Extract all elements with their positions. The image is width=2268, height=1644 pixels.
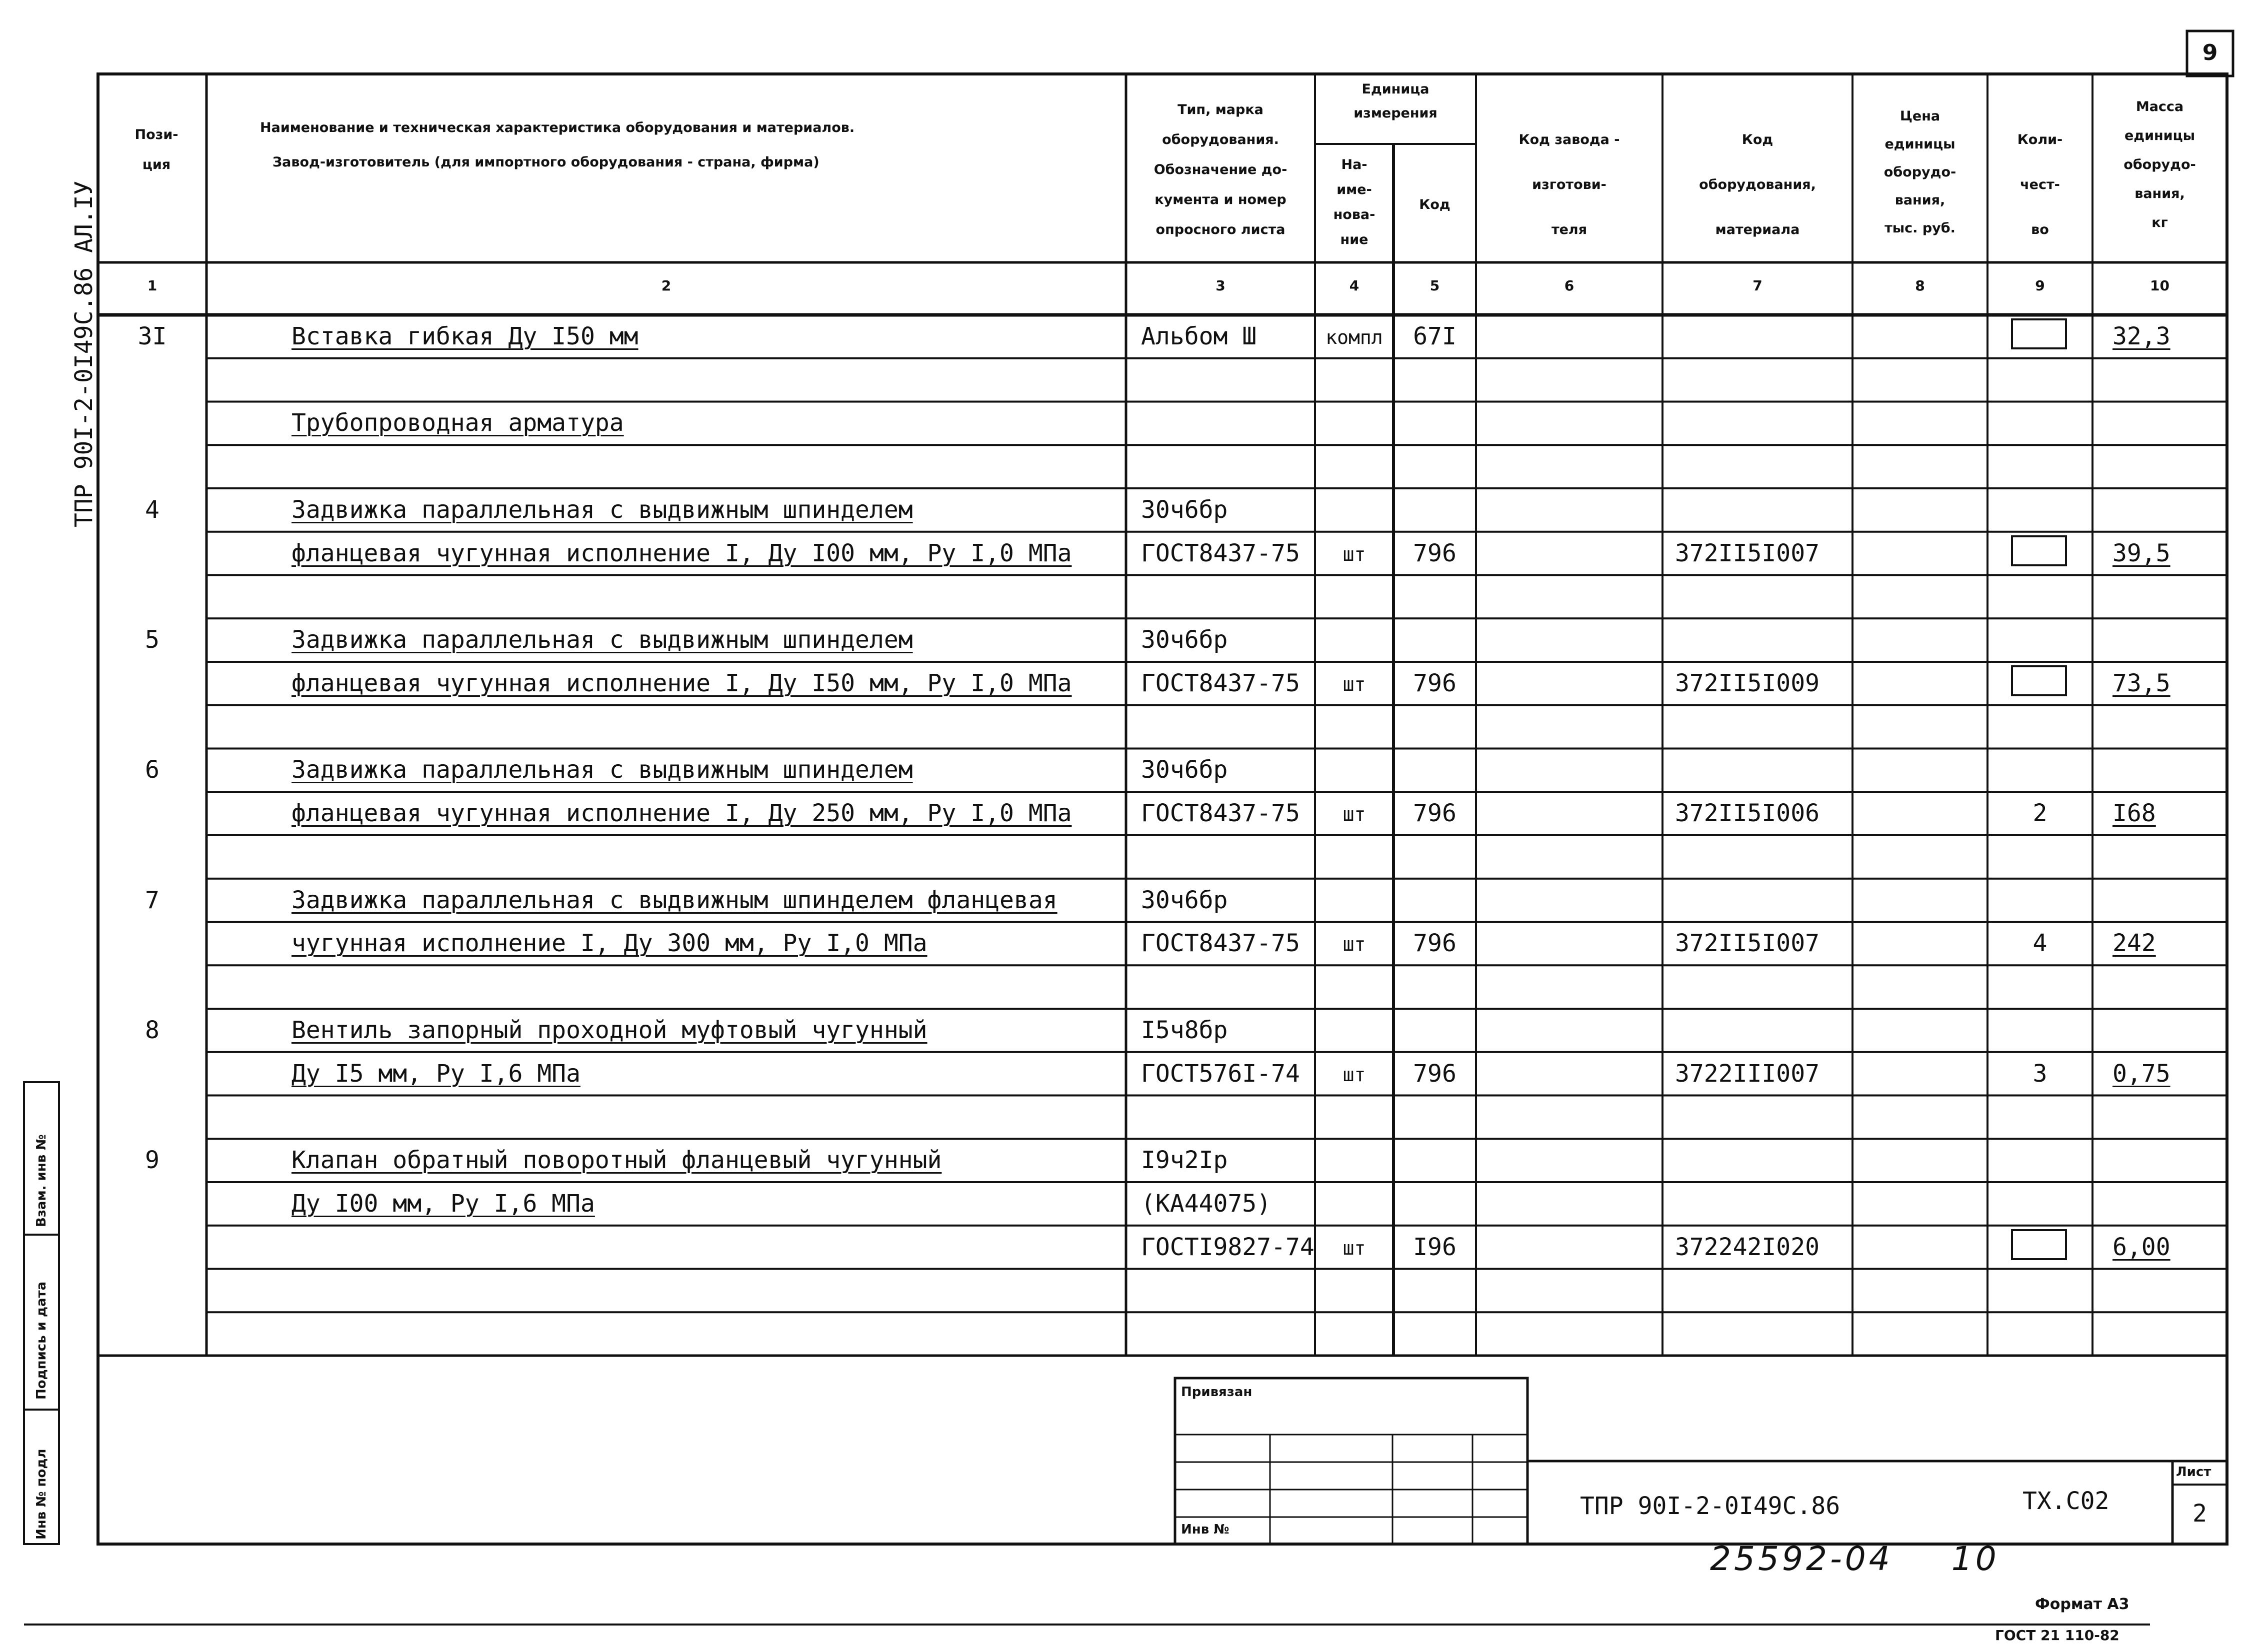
header-mass — [2092, 92, 2227, 237]
cell-type: 30ч6бр — [1141, 756, 1228, 784]
cell-name: фланцевая чугунная исполнение I, Ду I50 мм, Ру I,0 МПа — [292, 669, 1072, 697]
column-number-8: 8 — [1915, 277, 1925, 294]
cell-name: Клапан обратный поворотный фланцевый чугунный — [292, 1146, 942, 1174]
cell-unit: шт — [1342, 1063, 1366, 1086]
header-type-l5: опросного листа — [1156, 222, 1286, 237]
cell-name: Задвижка параллельная с выдвижным шпинделем — [292, 626, 913, 654]
header-material-code-l3: материала — [1715, 222, 1800, 237]
cell-name: Задвижка параллельная с выдвижным шпинделем — [292, 756, 913, 784]
header-material-code-l1: Код — [1742, 132, 1774, 147]
header-price-l1: Цена — [1900, 108, 1940, 124]
cell-type: ГОСТ8437-75 — [1141, 799, 1300, 827]
header-mass-l4: вания, — [2134, 186, 2185, 201]
cell-unit-code: 796 — [1413, 669, 1456, 697]
header-maker-code — [1476, 117, 1662, 252]
column-number-2: 2 — [661, 277, 672, 294]
header-maker-code-l1: Код завода - — [1518, 132, 1620, 147]
quantity-empty-box — [2011, 535, 2067, 566]
cell-type: 30ч6бр — [1141, 495, 1228, 524]
cell-unit-code: 796 — [1413, 799, 1456, 827]
header-type — [1126, 95, 1315, 245]
header-type-l2: оборудования. — [1162, 132, 1279, 147]
header-quantity-l2: чест- — [2020, 177, 2060, 192]
header-position-l2: ция — [142, 157, 171, 172]
cell-quantity: 2 — [2032, 799, 2048, 827]
stamp-sheet-code: ТХ.С02 — [2022, 1487, 2110, 1515]
header-price-l3: оборудо- — [1884, 164, 1956, 180]
cell-name: Задвижка параллельная с выдвижным шпинделем — [292, 495, 913, 524]
cell-unit: шт — [1342, 803, 1366, 825]
cell-position: 4 — [145, 495, 160, 524]
cell-mass: 39,5 — [2112, 539, 2170, 567]
cell-name: Трубопроводная арматура — [292, 409, 624, 437]
cell-material-code: 372242I020 — [1675, 1233, 1820, 1261]
cell-mass: 242 — [2112, 929, 2156, 958]
cell-material-code: 372II5I009 — [1675, 669, 1820, 697]
cell-unit: компл — [1326, 326, 1383, 348]
cell-position: 3I — [138, 322, 167, 350]
header-quantity-l3: во — [2031, 222, 2049, 237]
cell-mass: 6,00 — [2112, 1233, 2170, 1261]
header-unit-name-l4: ние — [1340, 232, 1368, 247]
cell-name: Задвижка параллельная с выдвижным шпинделем фланцевая — [292, 886, 1058, 914]
header-position — [106, 120, 206, 180]
header-unit-l1: Единица — [1362, 81, 1430, 97]
cell-name: фланцевая чугунная исполнение I, Ду I00 мм, Ру I,0 МПа — [292, 539, 1072, 567]
cell-position: 8 — [145, 1016, 160, 1044]
header-unit-name-l3: нова- — [1333, 207, 1376, 222]
header-mass-l5: кг — [2152, 215, 2168, 230]
cell-position: 7 — [145, 886, 160, 914]
cell-type: ГОСТ8437-75 — [1141, 539, 1300, 567]
cell-unit-code: 796 — [1413, 539, 1456, 567]
column-number-7: 7 — [1752, 277, 1762, 294]
header-unit-group — [1315, 77, 1476, 125]
stamp-sheet-number: 2 — [2192, 1500, 2207, 1528]
column-number-3: 3 — [1216, 277, 1226, 294]
header-unit-code-l1: Код — [1419, 197, 1450, 212]
cell-position: 9 — [145, 1146, 160, 1174]
cell-type: ГОСТ8437-75 — [1141, 929, 1300, 958]
header-price-l5: тыс. руб. — [1884, 220, 1956, 236]
cell-unit: шт — [1342, 1237, 1366, 1259]
cell-mass: I68 — [2112, 799, 2156, 827]
header-material-code — [1662, 117, 1852, 252]
cell-position: 5 — [145, 626, 160, 654]
cell-name: Ду I5 мм, Ру I,6 МПа — [292, 1059, 580, 1088]
cell-type: I9ч2Iр — [1141, 1146, 1228, 1174]
stamp-document-code: ТПР 90I-2-0I49С.86 — [1580, 1492, 1840, 1520]
cell-material-code: 372II5I006 — [1675, 799, 1820, 827]
header-price-l4: вания, — [1894, 192, 1946, 208]
header-material-code-l2: оборудования, — [1699, 177, 1816, 192]
stamp-inv-label: Инв № — [1181, 1522, 1230, 1537]
stamp-sheet-label: Лист — [2176, 1465, 2212, 1480]
cell-quantity: 4 — [2032, 929, 2048, 958]
archive-page-text: 10 — [1951, 1540, 2000, 1578]
cell-type: Альбом Ш — [1141, 322, 1257, 350]
header-price — [1852, 102, 1988, 242]
header-maker-code-l3: теля — [1551, 222, 1588, 237]
cell-name: Вставка гибкая Ду I50 мм — [292, 322, 638, 350]
header-mass-l1: Масса — [2136, 99, 2184, 114]
cell-material-code: 372II5I007 — [1675, 929, 1820, 958]
page-number: 9 — [2202, 40, 2218, 65]
side-label-replace-inv: Взам. инв № — [34, 1134, 49, 1227]
column-number-4: 4 — [1349, 277, 1360, 294]
header-mass-l3: оборудо- — [2124, 157, 2196, 172]
cell-name: Ду I00 мм, Ру I,6 МПа — [292, 1189, 595, 1218]
cell-name: чугунная исполнение I, Ду 300 мм, Ру I,0 МПа — [292, 929, 928, 958]
cell-material-code: 372II5I007 — [1675, 539, 1820, 567]
cell-type: ГОСТ576I-74 — [1141, 1059, 1300, 1088]
header-name — [260, 120, 1110, 170]
cell-type: (КА44075) — [1141, 1189, 1272, 1218]
side-code-text: ТПР 90I-2-0I49С.86 АЛ.IУ — [70, 180, 98, 527]
cell-unit: шт — [1342, 673, 1366, 695]
cell-position: 6 — [145, 756, 160, 784]
quantity-empty-box — [2011, 665, 2067, 696]
side-label-signature-date: Подпись и дата — [34, 1281, 49, 1400]
cell-unit-code: 796 — [1413, 1059, 1456, 1088]
cell-name: Вентиль запорный проходной муфтовый чугунный — [292, 1016, 928, 1044]
cell-unit-code: 67I — [1413, 322, 1456, 350]
column-number-6: 6 — [1564, 277, 1574, 294]
footer-gost: ГОСТ 21 110-82 — [1995, 1627, 2120, 1644]
header-type-l4: кумента и номер — [1154, 192, 1286, 207]
header-unit-name — [1315, 152, 1394, 252]
column-number-1: 1 — [147, 277, 158, 294]
cell-mass: 32,3 — [2112, 322, 2170, 350]
header-name-l1: Наименование и техническая характеристика оборудования и материалов. — [260, 120, 855, 135]
quantity-empty-box — [2011, 318, 2067, 349]
quantity-empty-box — [2011, 1229, 2067, 1260]
cell-quantity: 3 — [2032, 1059, 2048, 1088]
column-number-5: 5 — [1430, 277, 1440, 294]
cell-unit: шт — [1342, 543, 1366, 565]
cell-unit: шт — [1342, 933, 1366, 956]
cell-type: 30ч6бр — [1141, 626, 1228, 654]
header-maker-code-l2: изготови- — [1532, 177, 1606, 192]
cell-mass: 73,5 — [2112, 669, 2170, 697]
cell-type: ГОСТI9827-74 — [1141, 1233, 1314, 1261]
header-unit-l2: измерения — [1354, 105, 1438, 121]
handwritten-archive-number — [1710, 1540, 2000, 1578]
cell-type: 30ч6бр — [1141, 886, 1228, 914]
header-unit-name-l2: име- — [1336, 182, 1372, 197]
footer-format: Формат А3 — [2035, 1596, 2130, 1613]
header-quantity — [1988, 117, 2092, 252]
header-unit-code — [1394, 190, 1476, 220]
side-label-inv-original: Инв № подл — [34, 1449, 49, 1540]
header-position-l1: Пози- — [134, 127, 178, 142]
header-type-l1: Тип, марка — [1178, 102, 1264, 117]
header-quantity-l1: Коли- — [2017, 132, 2063, 147]
header-unit-name-l1: На- — [1341, 157, 1368, 172]
header-type-l3: Обозначение до- — [1154, 162, 1288, 177]
column-number-9: 9 — [2035, 277, 2045, 294]
side-document-code — [70, 180, 98, 527]
cell-name: фланцевая чугунная исполнение I, Ду 250 мм, Ру I,0 МПа — [292, 799, 1072, 827]
stamp-linked-label: Привязан — [1181, 1385, 1252, 1400]
cell-type: I5ч8бр — [1141, 1016, 1228, 1044]
cell-mass: 0,75 — [2112, 1059, 2170, 1088]
cell-material-code: 3722III007 — [1675, 1059, 1820, 1088]
archive-number-text: 25592-04 — [1710, 1540, 1893, 1578]
header-name-l2: Завод-изготовитель (для импортного оборудования - страна, фирма) — [272, 154, 820, 170]
cell-type: ГОСТ8437-75 — [1141, 669, 1300, 697]
cell-unit-code: 796 — [1413, 929, 1456, 958]
cell-unit-code: I96 — [1413, 1233, 1456, 1261]
header-price-l2: единицы — [1884, 136, 1956, 152]
column-number-10: 10 — [2150, 277, 2170, 294]
header-mass-l2: единицы — [2124, 128, 2196, 143]
